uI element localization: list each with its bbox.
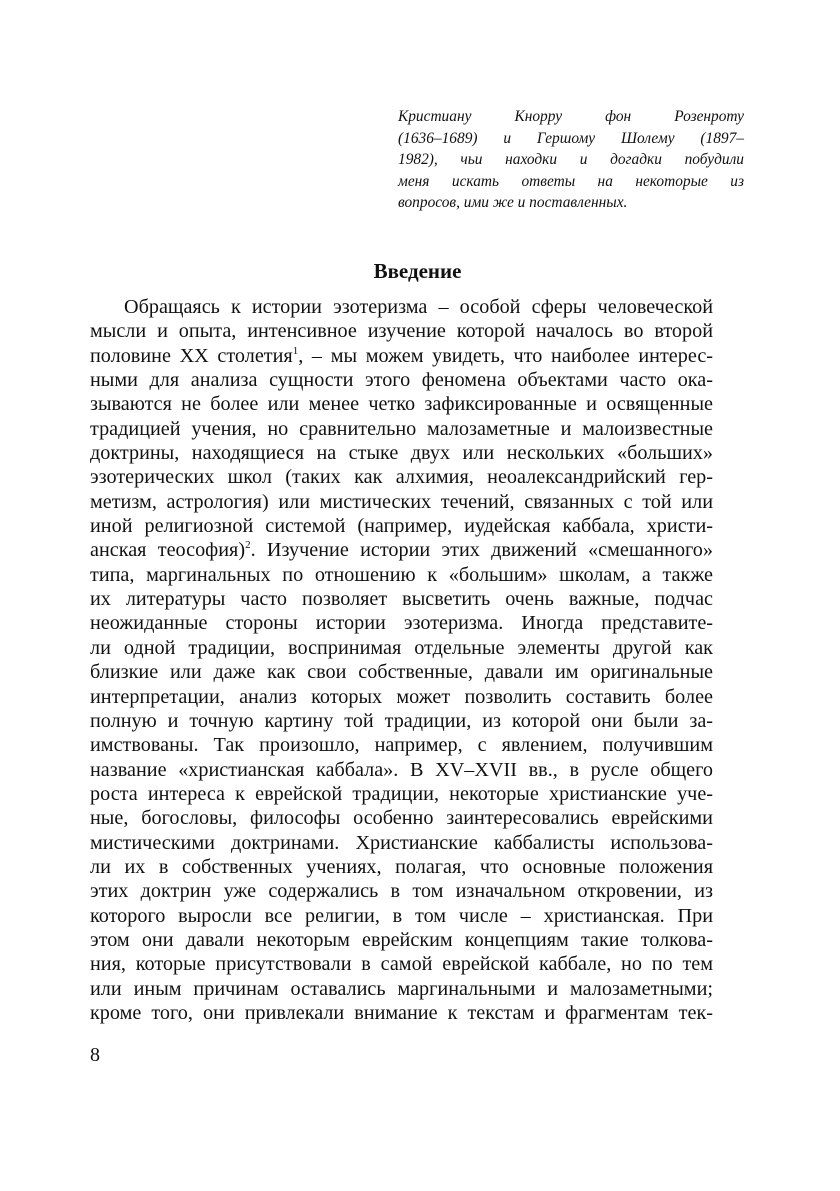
paragraph-line-text: , – мы можем увидеть, что наиболее интерес- [298,344,713,367]
section-heading: Введение [373,259,462,283]
footnote-marker-2[interactable]: 2 [245,539,251,552]
paragraph-line: ли их в собственных учениях, полагая, что основные положения [90,855,713,878]
paragraph-line: доктрины, находящиеся на стыке двух или нескольких «больших» [90,442,713,465]
paragraph-line: которого выросли все религии, в том числе – христианская. При [90,904,713,927]
epigraph-line: (1636–1689) и Гершому Шолему (1897– [398,129,744,147]
page-number: 8 [90,1044,100,1066]
paragraph-line: полную и точную картину той традиции, из которой они были за- [90,709,713,732]
paragraph-line: этом они давали некоторым еврейским концепциям такие толкова- [90,928,713,951]
paragraph-line [90,538,713,562]
paragraph-line: типа, маргинальных по отношению к «большим» школам, а также [90,563,713,586]
epigraph-line: 1982), чьи находки и догадки побудили [398,151,744,169]
paragraph-line: их литературы часто позволяет высветить очень важные, подчас [90,588,713,611]
body-paragraph [90,295,713,1025]
epigraph-line: вопросов, ими же и поставленных. [398,194,628,212]
paragraph-line: интерпретации, анализ которых может позволить составить более [90,685,713,708]
paragraph-line-text: . Изучение истории этих движений «смешанного» [250,539,713,562]
paragraph-line: кроме того, они привлекали внимание к текстам и фрагментам тек- [90,1001,713,1024]
paragraph-line: имствованы. Так произошло, например, с явлением, получившим [90,734,713,757]
paragraph-line: ния, которые присутствовали в самой еврейской каббале, но по тем [90,953,713,976]
paragraph-line: или иным причинам оставались маргинальными и малозаметными; [90,977,713,1000]
paragraph-line: эзотерических школ (таких как алхимия, неоалександрийский гер- [90,466,713,489]
paragraph-line [90,344,713,368]
paragraph-line: ными для анализа сущности этого феномена объектами часто ока- [90,369,713,392]
paragraph-line: метизм, астрология) или мистических течений, связанных с той или [90,490,713,513]
paragraph-line: мистическими доктринами. Христианские каббалисты использова- [90,831,713,854]
paragraph-line: роста интереса к еврейской традиции, некоторые христианские уче- [90,782,713,805]
paragraph-line: близкие или даже как свои собственные, давали им оригинальные [90,661,713,684]
paragraph-line: этих доктрин уже содержались в том изначальном откровении, из [90,880,713,903]
paragraph-line-text: анская теософия) [90,539,246,562]
paragraph-line: Обращаясь к истории эзотеризма – особой сферы человеческой [124,296,713,318]
paragraph-line: ные, богословы, философы особенно заинтересовались еврейскими [90,807,713,830]
paragraph-line-text: половине XX столетия [90,344,293,367]
paragraph-line: мысли и опыта, интенсивное изучение которой началось во второй [90,320,713,343]
paragraph-line: традицией учения, но сравнительно малозаметные и малоизвестные [90,417,713,440]
footnote-marker-1[interactable]: 1 [292,344,299,357]
epigraph-line: меня искать ответы на некоторые из [398,172,744,190]
paragraph-line: ли одной традиции, воспринимая отдельные элементы другой как [90,636,713,659]
epigraph-line: Кристиану Кнорру фон Розенроту [398,108,744,125]
paragraph-line: неожиданные стороны истории эзотеризма. Иногда представите- [90,612,713,635]
paragraph-line: название «христианская каббала». В XV–XVII вв., в русле общего [90,758,713,781]
paragraph-line: зываются не более или менее четко зафиксированные и освященные [90,393,713,416]
epigraph [398,106,744,214]
paragraph-line: иной религиозной системой (например, иудейская каббала, христи- [90,515,713,538]
